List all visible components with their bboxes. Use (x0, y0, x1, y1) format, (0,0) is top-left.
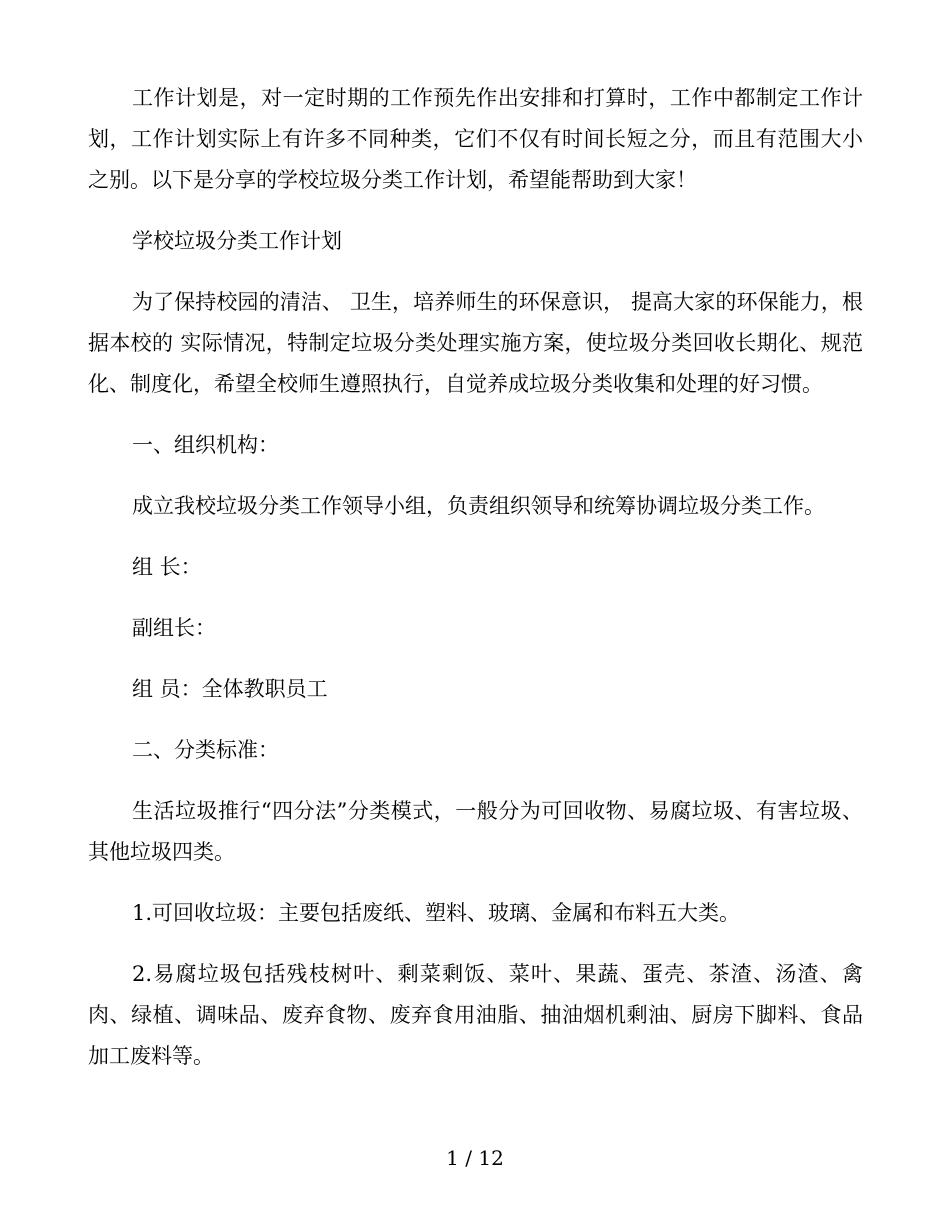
standards-paragraph: 生活垃圾推行“四分法”分类模式，一般分为可回收物、易腐垃圾、有害垃圾、其他垃圾四类。 (88, 799, 863, 864)
group-leader-line: 组 长： (132, 555, 202, 579)
document-body (88, 78, 863, 1097)
section-heading-organization: 一、组织机构： (132, 433, 279, 457)
recyclable-item: 1.可回收垃圾：主要包括废纸、塑料、玻璃、金属和布料五大类。 (132, 901, 741, 925)
purpose-paragraph: 为了保持校园的清洁、 卫生，培养师生的环保意识， 提高大家的环保能力，根据本校的 实际情况，特制定垃圾分类处理实施方案，使垃圾分类回收长期化、规范化、制度化，希望全校师生遵照执行，自觉养成垃圾分类收集和处理的好习惯。 (88, 290, 863, 396)
document-title: 学校垃圾分类工作计划 (132, 229, 342, 253)
organization-paragraph: 成立我校垃圾分类工作领导小组，负责组织领导和统筹协调垃圾分类工作。 (132, 494, 825, 518)
perishable-item: 2.易腐垃圾包括残枝树叶、剩菜剩饭、菜叶、果蔬、蛋壳、茶渣、汤渣、禽肉、绿植、调味品、废弃食物、废弃食用油脂、抽油烟机剩油、厨房下脚料、食品加工废料等。 (88, 962, 863, 1068)
page-number: 1 / 12 (446, 1146, 504, 1170)
group-members-line: 组 员：全体教职员工 (132, 677, 328, 701)
intro-paragraph: 工作计划是，对一定时期的工作预先作出安排和打算时，工作中都制定工作计划，工作计划实际上有许多不同种类，它们不仅有时间长短之分，而且有范围大小之别。以下是分享的学校垃圾分类工作计划，希望能帮助到大家！ (88, 86, 863, 192)
deputy-leader-line: 副组长： (132, 616, 216, 640)
section-heading-standards: 二、分类标准： (132, 738, 279, 762)
